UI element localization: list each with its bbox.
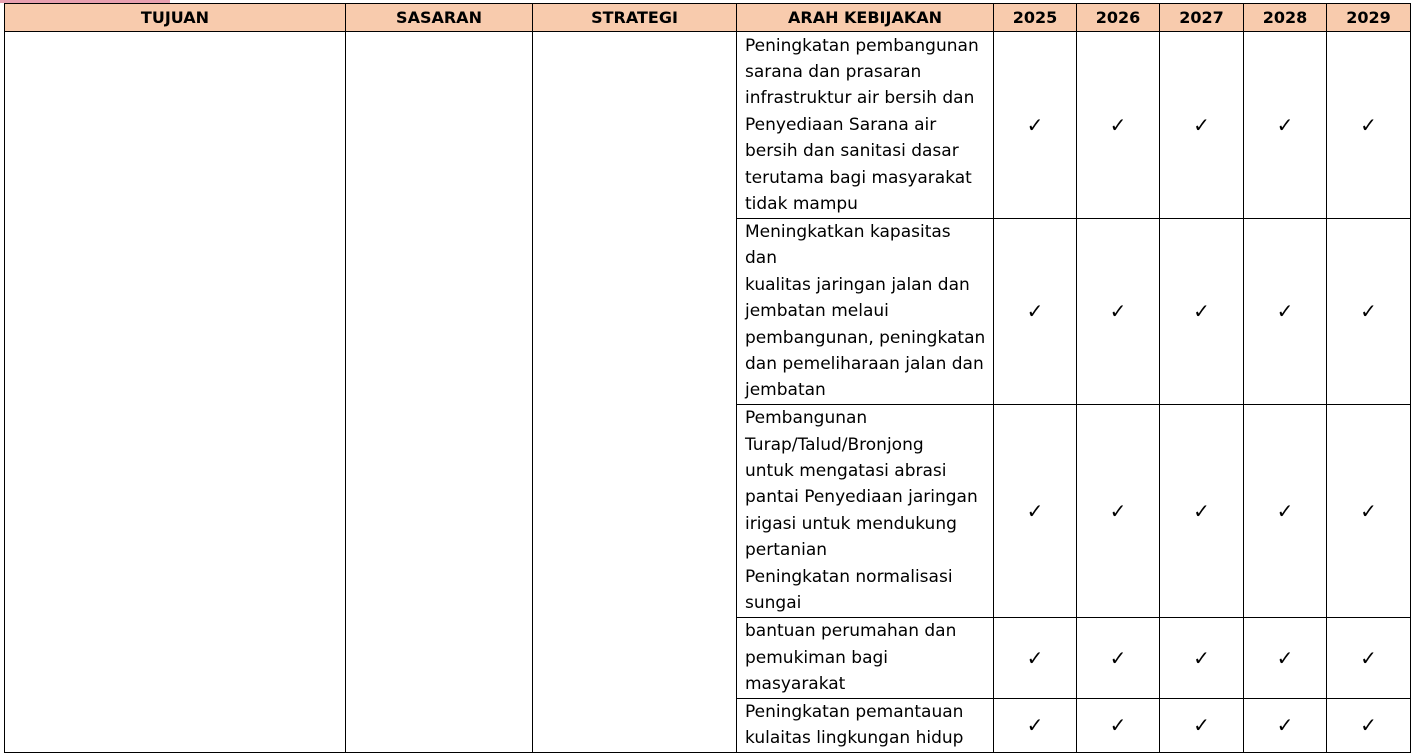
check-icon: ✓ [1244,32,1327,219]
strategi-cell [533,32,737,753]
check-icon: ✓ [1244,617,1327,698]
table-row [5,32,1411,219]
check-icon: ✓ [1244,219,1327,405]
header-sasaran: SASARAN [346,4,533,32]
check-icon: ✓ [1327,219,1411,405]
header-year-2025: 2025 [994,4,1077,32]
check-icon: ✓ [1077,219,1160,405]
policy-matrix-table [4,3,1411,753]
policy-cell: Peningkatan pemantauan kulaitas lingkungan hidup [737,698,994,752]
check-icon: ✓ [1077,404,1160,617]
check-icon: ✓ [1327,617,1411,698]
check-icon: ✓ [1327,32,1411,219]
check-icon: ✓ [994,404,1077,617]
policy-cell: Meningkatkan kapasitas dan kualitas jaringan jalan dan jembatan melaui pembangunan, peningkatan dan pemeliharaan jalan dan jembatan [737,219,994,405]
check-icon: ✓ [1077,617,1160,698]
check-icon: ✓ [1077,698,1160,752]
check-icon: ✓ [1327,698,1411,752]
check-icon: ✓ [1244,404,1327,617]
check-icon: ✓ [1327,404,1411,617]
header-strategi: STRATEGI [533,4,737,32]
check-icon: ✓ [1160,698,1244,752]
header-arah-kebijakan: ARAH KEBIJAKAN [737,4,994,32]
header-year-2026: 2026 [1077,4,1160,32]
policy-cell: Pembangunan Turap/Talud/Bronjong untuk mengatasi abrasi pantai Penyediaan jaringan irigasi untuk mendukung pertanian Peningkatan normalisasi sungai [737,404,994,617]
check-icon: ✓ [994,698,1077,752]
check-icon: ✓ [1244,698,1327,752]
check-icon: ✓ [994,32,1077,219]
check-icon: ✓ [994,617,1077,698]
tujuan-cell [5,32,346,753]
check-icon: ✓ [1077,32,1160,219]
header-tujuan: TUJUAN [5,4,346,32]
policy-cell: Peningkatan pembangunan sarana dan prasaran infrastruktur air bersih dan Penyediaan Sarana air bersih dan sanitasi dasar terutama bagi masyarakat tidak mampu [737,32,994,219]
sasaran-cell [346,32,533,753]
header-year-2027: 2027 [1160,4,1244,32]
check-icon: ✓ [994,219,1077,405]
check-icon: ✓ [1160,219,1244,405]
policy-cell: bantuan perumahan dan pemukiman bagi masyarakat [737,617,994,698]
header-year-2028: 2028 [1244,4,1327,32]
header-year-2029: 2029 [1327,4,1411,32]
check-icon: ✓ [1160,32,1244,219]
check-icon: ✓ [1160,617,1244,698]
check-icon: ✓ [1160,404,1244,617]
header-row [5,4,1411,32]
